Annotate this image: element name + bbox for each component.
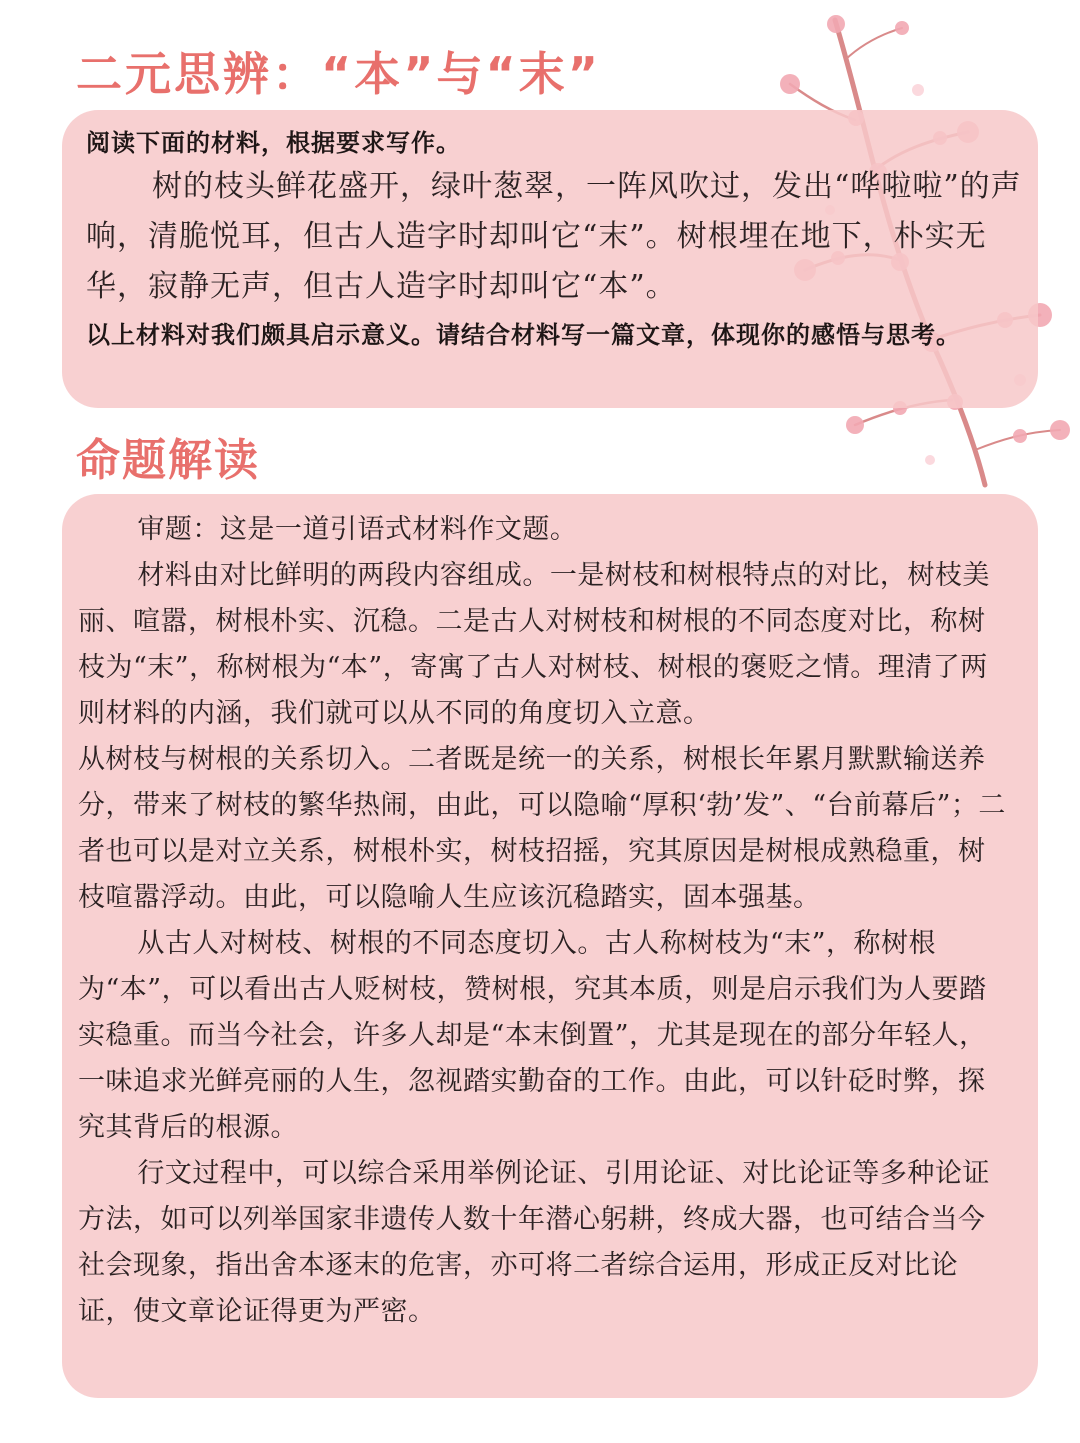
section2-title: 命题解读 [76,435,260,486]
analysis-paragraph-1: 审题：这是一道引语式材料作文题。 [137,514,578,545]
prompt-instruction: 阅读下面的材料，根据要求写作。 [86,129,461,157]
section1-title: 二元思辨：“本”与“末” [76,47,601,101]
analysis-card [62,494,1038,1398]
analysis-paragraph-4: 从古人对树枝、树根的不同态度切入。古人称树枝为“末”，称树根为“本”，可以看出古人贬树枝，赞树根，究其本质，则是启示我们为人要踏实稳重。而当今社会，许多人却是“本末倒置”，尤其是现在的部分年轻人，一味追求光鲜亮丽的人生，忽视踏实勤奋的工作。由此，可以针砭时弊，探究其背后的根源。 [78,928,987,1143]
prompt-requirement: 以上材料对我们颇具启示意义。请结合材料写一篇文章，体现你的感悟与思考。 [86,321,961,349]
analysis-paragraph-2: 材料由对比鲜明的两段内容组成。一是树枝和树根特点的对比，树枝美丽、喧嚣，树根朴实、沉稳。二是古人对树枝和树根的不同态度对比，称树枝为“末”，称树根为“本”，寄寓了古人对树枝、树根的褒贬之情。理清了两则材料的内涵，我们就可以从不同的角度切入立意。 [78,560,990,729]
analysis-paragraph-5: 行文过程中，可以综合采用举例论证、引用论证、对比论证等多种论证方法，如可以列举国家非遗传人数十年潜心躬耕，终成大器，也可结合当今社会现象，指出舍本逐末的危害，亦可将二者综合运用，形成正反对比论证，使文章论证得更为严密。 [78,1158,990,1327]
prompt-card [62,110,1038,408]
analysis-paragraph-3: 从树枝与树根的关系切入。二者既是统一的关系，树根长年累月默默输送养分，带来了树枝的繁华热闹，由此，可以隐喻“厚积‘勃’发”、“台前幕后”；二者也可以是对立关系，树根朴实，树枝招摇，究其原因是树根成熟稳重，树枝喧嚣浮动。由此，可以隐喻人生应该沉稳踏实，固本强基。 [78,744,1006,913]
prompt-material: 树的枝头鲜花盛开，绿叶葱翠，一阵风吹过，发出“哗啦啦”的声响，清脆悦耳，但古人造字时却叫它“末”。树根埋在地下，朴实无华，寂静无声，但古人造字时却叫它“本”。 [86,169,1022,304]
